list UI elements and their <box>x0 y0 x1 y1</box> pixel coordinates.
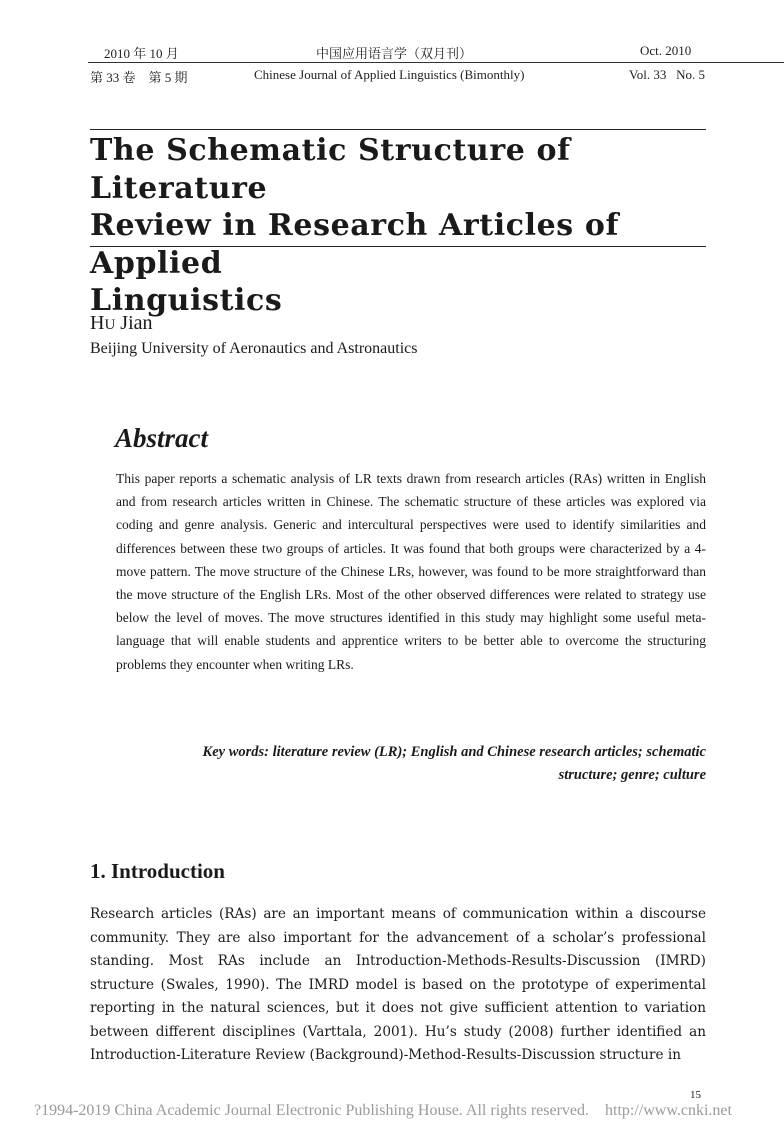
author-name <box>90 312 153 335</box>
header-journal-en: Chinese Journal of Applied Linguistics (Bimonthly) <box>254 67 525 82</box>
introduction-paragraph: Research articles (RAs) are an important means of communication within a discourse community. They are also important for the advancement of a scholar’s professional standing. Most RAs include an Introduction-Methods-Results-Discussion (IMRD) structure (Swales, 1990). The IMRD model is based on the prototype of experimental reporting in the natural sciences, but it does not give sufficient attention to variation between different disciplines (Varttala, 2001). Hu’s study (2008) further identified an Introduction-Literature Review (Background)-Method-Results-Discussion structure in <box>90 906 706 1063</box>
header-rule <box>88 62 784 63</box>
article-title <box>90 132 710 320</box>
title-rule-top <box>90 129 706 130</box>
author-surname-initial: H <box>90 312 105 334</box>
author-surname-rest: U <box>104 317 116 333</box>
page-number: 15 <box>690 1089 701 1101</box>
title-rule-bottom <box>90 246 706 247</box>
header-date-cn: 2010 年 10 月 <box>104 46 179 61</box>
header-volume-en: Vol. 33 No. 5 <box>629 67 705 82</box>
keywords-line: structure; genre; culture <box>558 767 706 783</box>
title-line: Linguistics <box>90 283 283 318</box>
copyright-footer: ?1994-2019 China Academic Journal Electronic Publishing House. All rights reserved. http://www.cnki.net <box>34 1102 732 1119</box>
header-journal-cn: 中国应用语言学（双月刊） <box>316 46 473 61</box>
header-volume-cn: 第 33 卷 第 5 期 <box>90 70 188 85</box>
author-given-name: Jian <box>120 312 153 334</box>
keywords <box>116 741 706 787</box>
abstract-text: This paper reports a schematic analysis of LR texts drawn from research articles (RAs) written in English and from research articles written in Chinese. The schematic structure of these articles was explored via coding and genre analysis. Generic and intercultural perspectives were used to identify similarities and differences between these two groups of articles. It was found that both groups were characterized by a 4-move pattern. The move structure of the Chinese LRs, however, was found to be more straightforward than the move structure of the English LRs. Most of the other observed differences were related to strategy use below the level of moves. The move structures identified in this study may highlight some useful meta-language that will enable students and apprentice writers to be better able to overcome the structuring problems they encounter when writing LRs. <box>116 471 706 672</box>
keywords-line: Key words: literature review (LR); English and Chinese research articles; schematic <box>202 744 706 760</box>
section-heading-introduction: 1. Introduction <box>90 859 225 883</box>
title-line: Review in Research Articles of Applied <box>90 208 619 281</box>
abstract-heading: Abstract <box>115 423 209 453</box>
title-line: The Schematic Structure of Literature <box>90 133 571 206</box>
header-date-en: Oct. 2010 <box>640 43 692 58</box>
author-affiliation: Beijing University of Aeronautics and Astronautics <box>90 340 418 357</box>
